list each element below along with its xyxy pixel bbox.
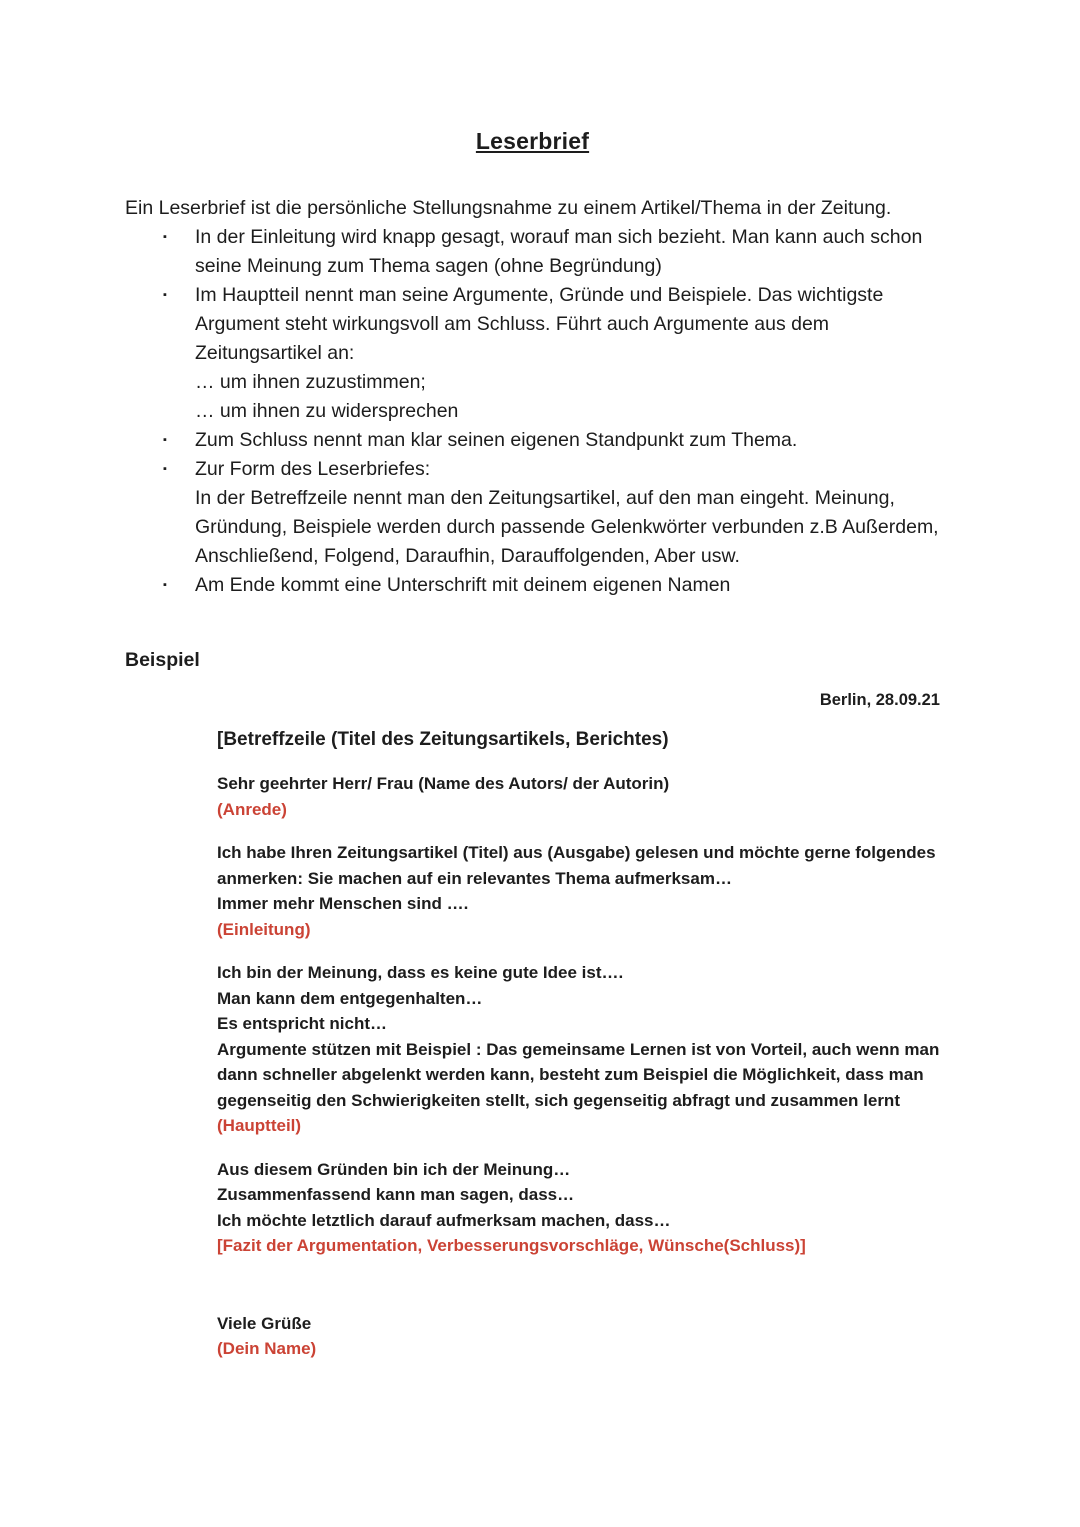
bullet-line: Am Ende kommt eine Unterschrift mit deinem eigenen Namen: [195, 574, 731, 596]
letter-line: Zusammenfassend kann man sagen, dass…: [217, 1185, 575, 1204]
bullet-line: Im Hauptteil nennt man seine Argumente, Gründe und Beispiele. Das wichtigste Argument steht wirkungsvoll am Schluss. Führt auch Argumente aus dem Zeitungsartikel an:: [195, 284, 884, 364]
letter-line: Immer mehr Menschen sind ….: [217, 894, 469, 913]
bullet-square-marker: ▪: [163, 579, 167, 591]
example-heading: Beispiel: [125, 649, 200, 671]
annotation-label: (Anrede): [217, 799, 287, 819]
bullet-content: [195, 426, 940, 455]
bullet-line: In der Betreffzeile nennt man den Zeitungsartikel, auf den man eingeht. Meinung, Gründung, Beispiele werden durch passende Gelenkwörter verbunden z.B Außerdem, Anschließend, Folgend, Daraufhin, Darauffolgenden, Aber usw.: [195, 487, 939, 567]
letter-line: Ich möchte letztlich darauf aufmerksam machen, dass…: [217, 1210, 671, 1230]
bullet-line: Zum Schluss nennt man klar seinen eigenen Standpunkt zum Thema.: [195, 429, 798, 451]
letter-line: Man kann dem entgegenhalten…: [217, 988, 483, 1008]
letter-line: Aus diesem Gründen bin ich der Meinung…: [217, 1159, 571, 1179]
annotation-label: (Einleitung): [217, 919, 311, 939]
letter-line: Ich habe Ihren Zeitungsartikel (Titel) aus (Ausgabe) gelesen und möchte gerne folgendes anmerken: Sie machen auf ein relevantes Thema aufmerksam…: [217, 843, 936, 888]
bullet-item: [125, 281, 940, 426]
bullet-line: … um ihnen zuzustimmen;: [195, 371, 426, 393]
page-title: Leserbrief: [475, 128, 590, 154]
bullet-line: … um ihnen zu widersprechen: [195, 400, 459, 422]
annotation-label: [Fazit der Argumentation, Verbesserungsvorschläge, Wünsche(Schluss)]: [217, 1236, 806, 1255]
letter-subject-line: [Betreffzeile (Titel des Zeitungsartikels, Berichtes): [217, 729, 669, 750]
bullet-item: [125, 426, 940, 455]
bullet-content: [195, 571, 940, 600]
bullet-square-marker: ▪: [163, 434, 167, 446]
example-letter: [125, 689, 940, 1362]
intro-paragraph: Ein Leserbrief ist die persönliche Stellungsnahme zu einem Artikel/Thema in der Zeitung.: [125, 197, 892, 219]
letter-line: Sehr geehrter Herr/ Frau (Name des Autors/ der Autorin): [217, 774, 670, 793]
bullet-item: [125, 223, 940, 281]
bullet-square-marker: ▪: [163, 289, 167, 301]
bullet-content: [195, 223, 940, 281]
bullet-content: [195, 455, 940, 571]
letter-paragraph: [217, 771, 940, 822]
letter-dateline: Berlin, 28.09.21: [819, 691, 940, 709]
letter-closing: [217, 1311, 940, 1362]
letter-body: [125, 771, 940, 1259]
bullet-line: Zur Form des Leserbriefes:: [195, 458, 431, 480]
letter-line: Argumente stützen mit Beispiel : Das gemeinsame Lernen ist von Vorteil, auch wenn man dann schneller abgelenkt werden kann, besteht zum Beispiel die Möglichkeit, dass man gegenseitig den Schwierigkeiten stellt, sich gegenseitig abfragt und zusammen lernt: [217, 1039, 940, 1110]
bullet-list: [125, 223, 940, 600]
bullet-item: [125, 455, 940, 571]
bullet-square-marker: ▪: [163, 231, 167, 243]
bullet-square-marker: ▪: [163, 463, 167, 475]
letter-paragraph: [217, 960, 940, 1139]
bullet-item: [125, 571, 940, 600]
letter-line: Es entspricht nicht…: [217, 1014, 388, 1033]
letter-line: Ich bin der Meinung, dass es keine gute Idee ist….: [217, 963, 624, 982]
letter-line: Viele Grüße: [217, 1313, 312, 1333]
annotation-label: (Hauptteil): [217, 1116, 302, 1135]
bullet-line: In der Einleitung wird knapp gesagt, worauf man sich bezieht. Man kann auch schon seine Meinung zum Thema sagen (ohne Begründung): [195, 226, 923, 277]
letter-paragraph: [217, 1157, 940, 1259]
annotation-label: (Dein Name): [217, 1339, 317, 1358]
bullet-content: [195, 281, 940, 426]
letter-paragraph: [217, 840, 940, 942]
